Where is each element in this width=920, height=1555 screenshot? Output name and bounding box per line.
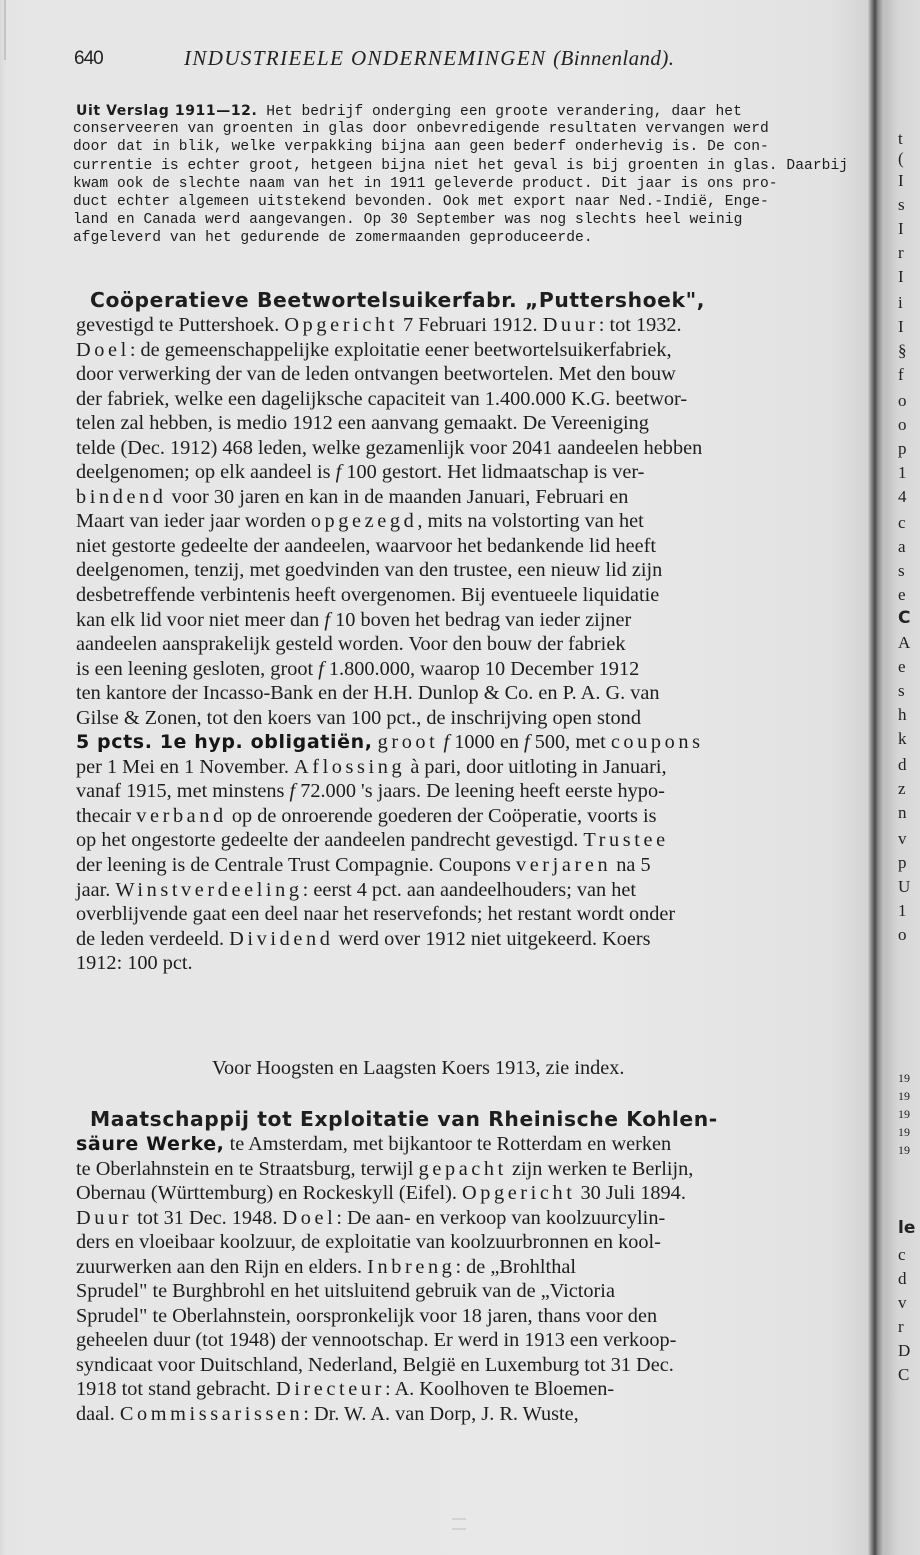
- text-run: duct echter algemeen uitstekend bevonden. Ook met export naar Ned.-Indië, Enge-: [73, 193, 769, 210]
- text-line: [76, 878, 872, 903]
- text-run: land en Canada werd aangevangen. Op 30 September was nog slechts heel weinig: [73, 212, 743, 229]
- text-line: [73, 138, 872, 156]
- text-run: op het ongestorte gedeelte der aandeelen pandrecht gevestigd.: [76, 829, 584, 852]
- adjacent-page-glyph: t: [898, 129, 903, 148]
- text-run: de leden verdeeld.: [76, 927, 230, 950]
- adjacent-page-glyph: r: [898, 1317, 904, 1336]
- page-footer-mark: [452, 1518, 466, 1530]
- text-line: [73, 211, 872, 229]
- adjacent-page-glyph: e: [898, 657, 906, 676]
- text-run: deelgenomen, tenzij, met goedvinden van den trustee, een nieuw lid zijn: [76, 559, 663, 582]
- text-run: : De aan- en verkoop van koolzuurcylin-: [336, 1206, 666, 1229]
- text-line: [76, 583, 872, 608]
- text-line: [76, 1206, 872, 1231]
- text-run: conserveeren van groenten in glas door onbevredigende resultaten vervangen werd: [73, 121, 769, 138]
- text-run: ten kantore der Incasso-Bank en der H.H. Dunlop & Co. en P. A. G. van: [76, 682, 660, 705]
- text-run: na 5: [611, 854, 651, 877]
- text-run: à pari, door uitloting in Januari,: [405, 755, 667, 778]
- adjacent-page-glyph: le: [898, 1218, 916, 1238]
- adjacent-page-glyph: (: [898, 149, 904, 168]
- adjacent-page-glyph: p: [898, 439, 907, 458]
- adjacent-page-glyph: I: [898, 317, 904, 336]
- page-edge: [4, 0, 6, 60]
- text-run: 1000 en: [449, 731, 525, 754]
- text-run: 30 Juli 1894.: [575, 1182, 686, 1205]
- text-run: geheelen duur (tot 1948) der vennootschap. Er werd in 1913 een verkoop-: [76, 1329, 677, 1352]
- bold-run: 5 pcts. 1e hyp. obligatiën,: [76, 731, 373, 754]
- text-line: [76, 313, 872, 338]
- text-line: [76, 632, 872, 657]
- adjacent-page-glyph: v: [898, 829, 907, 848]
- text-line: [76, 951, 872, 976]
- text-line: [76, 779, 872, 804]
- text-run: , mits na volstorting van het: [417, 510, 644, 533]
- adjacent-page-glyph: U: [898, 877, 911, 896]
- adjacent-page-glyph: 19: [898, 1107, 910, 1121]
- text-line: [76, 657, 872, 682]
- running-head-title: [184, 46, 674, 71]
- text-line: [76, 362, 872, 387]
- spaced-keyword: groot: [377, 731, 439, 754]
- adjacent-page-glyph: c: [898, 1245, 906, 1264]
- adjacent-page-glyph: k: [898, 729, 907, 748]
- entry-rheinische-kohlensaure: [76, 1106, 872, 1427]
- text-run: vanaf 1915, met minstens: [76, 780, 290, 803]
- text-line: [76, 509, 872, 534]
- text-line: [76, 1279, 872, 1304]
- guilder-sign: f: [524, 731, 530, 754]
- text-line: [76, 1402, 872, 1427]
- text-line: [76, 755, 872, 780]
- adjacent-page-glyph: f: [898, 365, 904, 384]
- text-run: zuurwerken aan den Rijn en elders.: [76, 1255, 368, 1278]
- text-line: [76, 411, 872, 436]
- spaced-keyword: Directeur: [275, 1378, 385, 1401]
- spaced-keyword: Duur: [542, 314, 599, 336]
- text-run: door dat in blik, welke verpakking bijna aan geen bederf onderhevig is. De con-: [73, 139, 769, 156]
- text-line: [76, 828, 872, 853]
- adjacent-page-glyph: v: [898, 1293, 907, 1312]
- guilder-sign: f: [289, 780, 296, 803]
- spaced-keyword: Duur: [76, 1206, 133, 1229]
- adjacent-page-glyph: 19: [898, 1143, 910, 1157]
- text-run: ders en vloeibaar koolzuur, de exploitatie van koolzuurbronnen en kool-: [76, 1231, 661, 1254]
- adjacent-page-glyph: 1: [898, 463, 907, 482]
- text-line: [76, 927, 872, 952]
- guilder-sign: f: [324, 608, 331, 631]
- spaced-keyword: Doel: [282, 1206, 337, 1229]
- adjacent-page-glyph: 19: [898, 1125, 910, 1139]
- text-run: currentie is echter groot, hetgeen bijna niet het geval is bij groenten in glas. Daarbij: [73, 157, 849, 174]
- text-run: Gilse & Zonen, tot den koers van 100 pct., de inschrijving open stond: [76, 706, 641, 729]
- spaced-keyword: verband: [136, 804, 227, 827]
- text-line: [76, 1328, 872, 1353]
- text-run: 500, met: [529, 731, 611, 754]
- adjacent-page-glyph: A: [898, 633, 911, 652]
- adjacent-page-glyph: 19: [898, 1089, 910, 1103]
- text-line: [73, 229, 872, 247]
- running-head-main: INDUSTRIEELE ONDERNEMINGEN: [184, 46, 547, 70]
- spaced-keyword: Dividend: [229, 927, 334, 950]
- adjacent-page-glyph: o: [898, 415, 907, 434]
- text-run: telde (Dec. 1912) 468 leden, welke gezamenlijk voor 2041 aandeelen hebben: [76, 436, 703, 459]
- index-note: Voor Hoogsten en Laagsten Koers 1913, zie index.: [212, 1057, 625, 1079]
- text-run: afgeleverd van het gedurende de zomermaanden geproduceerde.: [73, 230, 593, 247]
- spaced-keyword: Doel: [76, 338, 130, 361]
- entry-heading: Coöperatieve Beetwortelsuikerfabr. „Puttershoek",: [90, 288, 706, 312]
- entry-puttershoek: [76, 287, 872, 976]
- text-line: [76, 804, 872, 829]
- text-run: daal.: [76, 1403, 120, 1426]
- spaced-keyword: opgezegd: [310, 510, 418, 533]
- spaced-keyword: gepacht: [418, 1157, 507, 1180]
- text-line: [76, 485, 872, 510]
- text-line: [76, 706, 872, 731]
- text-line: [76, 681, 872, 706]
- text-run: : tot 1932.: [598, 314, 682, 336]
- text-run: kan elk lid voor niet meer dan: [76, 608, 325, 631]
- text-run: 1912: 100 pct.: [76, 952, 193, 975]
- adjacent-page-glyph: C: [898, 608, 911, 628]
- text-line: [73, 157, 872, 175]
- report-lead: Uit Verslag 1911—12.: [76, 103, 258, 119]
- page-number: 640: [74, 48, 103, 69]
- adjacent-page-glyph: d: [898, 1269, 907, 1288]
- text-run: 72.000 's jaars. De leening heeft eerste hypo-: [295, 780, 665, 803]
- text-line: [76, 436, 872, 461]
- text-line: [76, 730, 872, 755]
- spaced-keyword: Commissarissen: [119, 1403, 304, 1426]
- adjacent-page-glyph: e: [898, 585, 906, 604]
- text-line: [73, 175, 872, 193]
- spaced-keyword: Opgericht: [461, 1182, 576, 1205]
- spaced-keyword: Winstverdeeling: [115, 878, 303, 901]
- text-run: thecair: [76, 804, 137, 827]
- text-run: Maart van ieder jaar worden: [76, 510, 311, 533]
- adjacent-page-glyph: d: [898, 755, 907, 774]
- text-run: 1918 tot stand gebracht.: [76, 1378, 276, 1401]
- adjacent-page-glyph: 19: [898, 1071, 910, 1085]
- text-line: [76, 558, 872, 583]
- adjacent-page-glyph: 4: [898, 487, 907, 506]
- text-line: [76, 460, 872, 485]
- adjacent-page-glyph: I: [898, 171, 904, 190]
- text-run: syndicaat voor Duitschland, Nederland, België en Luxemburg tot 31 Dec.: [76, 1353, 674, 1376]
- text-line: [76, 387, 872, 412]
- adjacent-page-glyph: 1: [898, 901, 907, 920]
- adjacent-page-edge: [884, 0, 920, 1555]
- annual-report-excerpt: [73, 102, 872, 248]
- guilder-sign: f: [318, 657, 324, 680]
- text-run: der fabriek, welke een dagelijksche capaciteit van 1.400.000 K.G. beetwor-: [76, 387, 688, 410]
- text-run: zijn werken te Berlijn,: [506, 1157, 694, 1180]
- spaced-keyword: Aflossing: [293, 755, 406, 778]
- text-run: per 1 Mei en 1 November.: [76, 755, 294, 778]
- text-line: [76, 608, 872, 633]
- text-line: [76, 1157, 872, 1182]
- adjacent-page-glyph: §: [898, 341, 907, 360]
- text-run: telen zal hebben, is medio 1912 een aanvang gemaakt. De Vereeniging: [76, 412, 649, 435]
- adjacent-page-glyph: I: [898, 219, 904, 238]
- text-run: aandeelen aansprakelijk gesteld worden. Voor den bouw der fabriek: [76, 633, 626, 656]
- running-head-subtitle: (Binnenland).: [553, 46, 675, 70]
- text-run: desbetreffende verbintenis heeft overgenomen. Bij eventueele liquidatie: [76, 584, 660, 607]
- text-run: 10 boven het bedrag van ieder zijner: [330, 608, 632, 631]
- text-line: [76, 853, 872, 878]
- adjacent-page-glyph: h: [898, 705, 907, 724]
- text-line: [76, 1377, 872, 1402]
- text-run: kwam ook de slechte naam van het in 1911 geleverde product. Dit jaar is ons pro-: [73, 175, 778, 192]
- text-run: te Amsterdam, met bijkantoor te Rotterdam en werken: [224, 1133, 672, 1155]
- text-run: : eerst 4 pct. aan aandeelhouders; van het: [302, 878, 637, 901]
- text-run: gevestigd te Puttershoek.: [76, 314, 285, 336]
- text-run: tot 31 Dec. 1948.: [132, 1206, 283, 1229]
- text-run: is een leening gesloten, groot: [76, 657, 319, 680]
- text-run: Obernau (Württemburg) en Rockeskyll (Eifel).: [76, 1182, 462, 1205]
- spaced-keyword: Opgericht: [284, 314, 398, 336]
- text-run: door verwerking der van de leden ontvangen beetwortelen. Met den bouw: [76, 363, 676, 386]
- adjacent-page-glyph: D: [898, 1341, 911, 1360]
- text-line: [76, 338, 872, 363]
- adjacent-page-glyph: o: [898, 925, 907, 944]
- adjacent-page-glyph: c: [898, 513, 906, 532]
- text-run: jaar.: [76, 878, 116, 901]
- adjacent-page-glyph: s: [898, 561, 905, 580]
- text-run: Het bedrijf onderging een groote verandering, daar het: [257, 104, 742, 120]
- text-run: der leening is de Centrale Trust Compagnie. Coupons: [76, 854, 516, 877]
- text-run: : A. Koolhoven te Bloemen-: [384, 1378, 615, 1401]
- text-run: : Dr. W. A. van Dorp, J. R. Wuste,: [303, 1403, 579, 1426]
- text-line: [76, 1181, 872, 1206]
- running-head: [60, 48, 840, 78]
- text-line: [76, 1132, 872, 1157]
- adjacent-page-glyph: i: [898, 293, 903, 312]
- text-line: [76, 902, 872, 927]
- text-run: deelgenomen; op elk aandeel is: [76, 461, 336, 484]
- spaced-keyword: Inbreng: [367, 1255, 456, 1278]
- spaced-keyword: bindend: [76, 485, 167, 508]
- text-run: : de gemeenschappelijke exploitatie eener beetwortelsuikerfabriek,: [129, 338, 672, 361]
- text-line: [76, 102, 872, 120]
- spaced-keyword: verjaren: [515, 854, 612, 877]
- adjacent-page-glyph: C: [898, 1365, 910, 1384]
- entry-heading-continued: säure Werke,: [76, 1133, 225, 1155]
- text-run: 7 Februari 1912.: [397, 314, 543, 336]
- text-run: voor 30 jaren en kan in de maanden Januari, Februari en: [166, 485, 629, 508]
- adjacent-page-glyph: p: [898, 853, 907, 872]
- adjacent-page-glyph: z: [898, 779, 906, 798]
- text-run: te Oberlahnstein en te Straatsburg, terwijl: [76, 1157, 419, 1180]
- adjacent-page-glyph: a: [898, 537, 906, 556]
- book-gutter: [868, 0, 884, 1555]
- text-run: 1.800.000, waarop 10 December 1912: [323, 657, 640, 680]
- adjacent-page-glyph: r: [898, 243, 904, 262]
- text-run: : de „Brohlthal: [455, 1255, 576, 1278]
- text-run: Sprudel" te Oberlahnstein, oorspronkelijk voor 18 jaren, thans voor den: [76, 1304, 658, 1327]
- text-run: Sprudel" te Burghbrohl en het uitsluitend gebruik van de „Victoria: [76, 1280, 615, 1303]
- adjacent-page-glyph: s: [898, 681, 905, 700]
- text-line: [76, 1353, 872, 1378]
- entry-heading: Maatschappij tot Exploitatie van Rheinische Kohlen-: [90, 1107, 718, 1131]
- text-run: 100 gestort. Het lidmaatschap is ver-: [341, 461, 645, 484]
- adjacent-page-glyph: n: [898, 803, 907, 822]
- text-line: [76, 1304, 872, 1329]
- guilder-sign: f: [443, 731, 450, 754]
- adjacent-page-glyph: I: [898, 267, 904, 286]
- text-run: op de onroerende goederen der Coöperatie, voorts is: [226, 804, 657, 827]
- adjacent-page-glyph: o: [898, 391, 907, 410]
- text-run: niet gestorte gedeelte der aandeelen, waarvoor het bedankende lid heeft: [76, 534, 656, 557]
- text-line: [73, 120, 872, 138]
- text-line: [76, 1230, 872, 1255]
- spaced-keyword: Trustee: [583, 829, 669, 852]
- text-run: overblijvende gaat een deel naar het reservefonds; het restant wordt onder: [76, 903, 676, 926]
- text-line: [73, 193, 872, 211]
- spaced-keyword: coupons: [610, 731, 704, 754]
- text-run: werd over 1912 niet uitgekeerd. Koers: [333, 927, 651, 950]
- guilder-sign: f: [335, 461, 342, 484]
- text-line: [76, 1255, 872, 1280]
- adjacent-page-glyph: s: [898, 195, 905, 214]
- text-line: [76, 534, 872, 559]
